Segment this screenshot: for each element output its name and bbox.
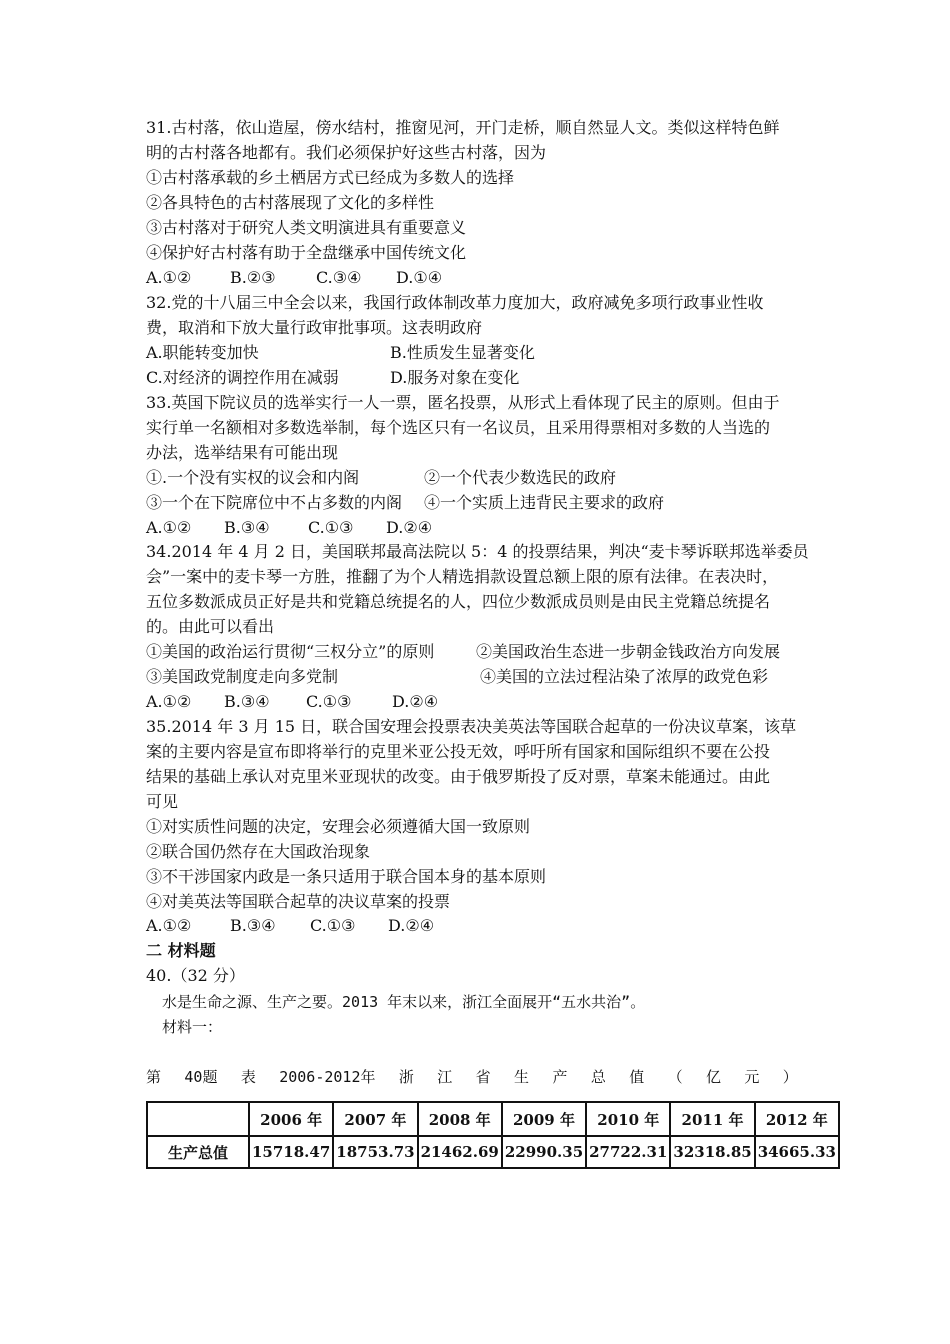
q33-stem-line-3: 办法，选举结果有可能出现 xyxy=(146,443,339,462)
q34-stem-line-4: 的。由此可以看出 xyxy=(146,617,275,636)
caption-part: 表 xyxy=(240,1068,256,1086)
q33-option-4: ④一个实质上违背民主要求的政府 xyxy=(424,493,665,512)
q31-stem-line-1: 31.古村落，依山造屋，傍水结村，推窗见河，开门走桥，顺自然显人文。类似这样特色鲜 xyxy=(146,118,780,137)
caption-part: 江 xyxy=(437,1068,453,1086)
q33-option-2: ②一个代表少数选民的政府 xyxy=(424,468,617,487)
table-header-cell: 2006 年 xyxy=(249,1102,333,1136)
q31-option-4: ④保护好古村落有助于全盘继承中国传统文化 xyxy=(146,243,467,262)
q31-option-2: ②各具特色的古村落展现了文化的多样性 xyxy=(146,193,435,212)
q40-material-1: 材料一： xyxy=(162,1018,223,1036)
q31-choice-c: C.③④ xyxy=(316,268,362,287)
q40-intro: 水是生命之源、生产之要。2013 年末以来，浙江全面展开“五水共治”。 xyxy=(162,993,646,1011)
q32-choice-d: D.服务对象在变化 xyxy=(390,368,520,387)
q35-option-2: ②联合国仍然存在大国政治现象 xyxy=(146,842,371,861)
table-header-cell: 2007 年 xyxy=(333,1102,417,1136)
caption-part: 元 xyxy=(744,1068,760,1086)
table-header-cell: 2009 年 xyxy=(502,1102,586,1136)
caption-part: 总 xyxy=(590,1068,606,1086)
q35-stem-line-3: 结果的基础上承认对克里米亚现状的改变。由于俄罗斯投了反对票，草案未能通过。由此 xyxy=(146,767,771,786)
q34-choice-d: D.②④ xyxy=(392,692,439,711)
table-caption xyxy=(146,1066,798,1086)
q32-choice-a: A.职能转变加快 xyxy=(146,343,259,362)
table-cell: 32318.85 xyxy=(670,1136,754,1168)
table-header-cell: 2011 年 xyxy=(670,1102,754,1136)
table-row xyxy=(147,1136,839,1168)
table-cell: 15718.47 xyxy=(249,1136,333,1168)
q35-stem-line-1: 35.2014 年 3 月 15 日，联合国安理会投票表决美英法等国联合起草的一份决议草案，该草 xyxy=(146,717,797,736)
q34-choice-b: B.③④ xyxy=(224,692,270,711)
q31-choice-b: B.②③ xyxy=(230,268,276,287)
q35-stem-line-2: 案的主要内容是宣布即将举行的克里米亚公投无效，呼吁所有国家和国际组织不要在公投 xyxy=(146,742,771,761)
caption-part: 浙 xyxy=(398,1068,414,1086)
q31-choice-d: D.①④ xyxy=(396,268,443,287)
table-header-cell: 2010 年 xyxy=(586,1102,670,1136)
q31-choice-a: A.①② xyxy=(146,268,192,287)
caption-part: 值 xyxy=(629,1068,645,1086)
q34-option-4: ④美国的立法过程沾染了浓厚的政党色彩 xyxy=(480,667,769,686)
caption-part: 第 xyxy=(146,1068,162,1086)
table-corner-cell xyxy=(147,1102,249,1136)
q33-choice-b: B.③④ xyxy=(224,518,270,537)
caption-part: （ xyxy=(667,1068,683,1086)
q32-choice-c: C.对经济的调控作用在减弱 xyxy=(146,368,339,387)
q33-option-1: ①.一个没有实权的议会和内阁 xyxy=(146,468,360,487)
section-heading: 二 材料题 xyxy=(146,941,216,960)
caption-part: 40题 xyxy=(184,1068,218,1086)
q35-option-1: ①对实质性问题的决定，安理会必须遵循大国一致原则 xyxy=(146,817,531,836)
q31-stem-line-2: 明的古村落各地都有。我们必须保护好这些古村落，因为 xyxy=(146,143,547,162)
table-row-label: 生产总值 xyxy=(147,1136,249,1168)
q33-stem-line-1: 33.英国下院议员的选举实行一人一票，匿名投票，从形式上看体现了民主的原则。但由于 xyxy=(146,393,780,412)
q35-option-4: ④对美英法等国联合起草的决议草案的投票 xyxy=(146,892,451,911)
q35-choice-b: B.③④ xyxy=(230,916,276,935)
q34-option-2: ②美国政治生态进一步朝金钱政治方向发展 xyxy=(476,642,781,661)
q34-option-3: ③美国政党制度走向多党制 xyxy=(146,667,339,686)
table-header-cell: 2008 年 xyxy=(418,1102,502,1136)
q33-choice-d: D.②④ xyxy=(386,518,433,537)
gdp-table xyxy=(146,1101,840,1169)
table-cell: 21462.69 xyxy=(418,1136,502,1168)
table-header-row xyxy=(147,1102,839,1136)
q31-option-1: ①古村落承载的乡土栖居方式已经成为多数人的选择 xyxy=(146,168,515,187)
table-cell: 27722.31 xyxy=(586,1136,670,1168)
q35-choice-d: D.②④ xyxy=(388,916,435,935)
q35-choice-a: A.①② xyxy=(146,916,192,935)
caption-part: 生 xyxy=(514,1068,530,1086)
table-cell: 18753.73 xyxy=(333,1136,417,1168)
q35-choice-c: C.①③ xyxy=(310,916,356,935)
q34-stem-line-1: 34.2014 年 4 月 2 日，美国联邦最高法院以 5：4 的投票结果，判决“麦卡琴诉联邦选举委员 xyxy=(146,542,809,561)
table-cell: 34665.33 xyxy=(755,1136,839,1168)
caption-part: 省 xyxy=(475,1068,491,1086)
q33-choice-c: C.①③ xyxy=(308,518,354,537)
caption-part: 2006-2012年 xyxy=(279,1068,376,1086)
table-cell: 22990.35 xyxy=(502,1136,586,1168)
caption-part: 产 xyxy=(552,1068,568,1086)
q34-stem-line-3: 五位多数派成员正好是共和党籍总统提名的人，四位少数派成员则是由民主党籍总统提名 xyxy=(146,592,771,611)
q34-option-1: ①美国的政治运行贯彻“三权分立”的原则 xyxy=(146,642,435,661)
table-header-cell: 2012 年 xyxy=(755,1102,839,1136)
q32-stem-line-2: 费，取消和下放大量行政审批事项。这表明政府 xyxy=(146,318,483,337)
q32-choice-b: B.性质发生显著变化 xyxy=(390,343,535,362)
caption-part: ） xyxy=(782,1068,798,1086)
q32-stem-line-1: 32.党的十八届三中全会以来，我国行政体制改革力度加大，政府减免多项行政事业性收 xyxy=(146,293,764,312)
q33-option-3: ③一个在下院席位中不占多数的内阁 xyxy=(146,493,403,512)
caption-part: 亿 xyxy=(706,1068,722,1086)
q34-choice-a: A.①② xyxy=(146,692,192,711)
q33-stem-line-2: 实行单一名额相对多数选举制，每个选区只有一名议员，且采用得票相对多数的人当选的 xyxy=(146,418,771,437)
q34-choice-c: C.①③ xyxy=(306,692,352,711)
q31-option-3: ③古村落对于研究人类文明演进具有重要意义 xyxy=(146,218,467,237)
q40-label: 40.（32 分） xyxy=(146,966,245,985)
q34-stem-line-2: 会”一案中的麦卡琴一方胜，推翻了为个人精选捐款设置总额上限的原有法律。在表决时， xyxy=(146,567,779,586)
q33-choice-a: A.①② xyxy=(146,518,192,537)
q35-option-3: ③不干涉国家内政是一条只适用于联合国本身的基本原则 xyxy=(146,867,547,886)
q35-stem-line-4: 可见 xyxy=(146,792,179,811)
